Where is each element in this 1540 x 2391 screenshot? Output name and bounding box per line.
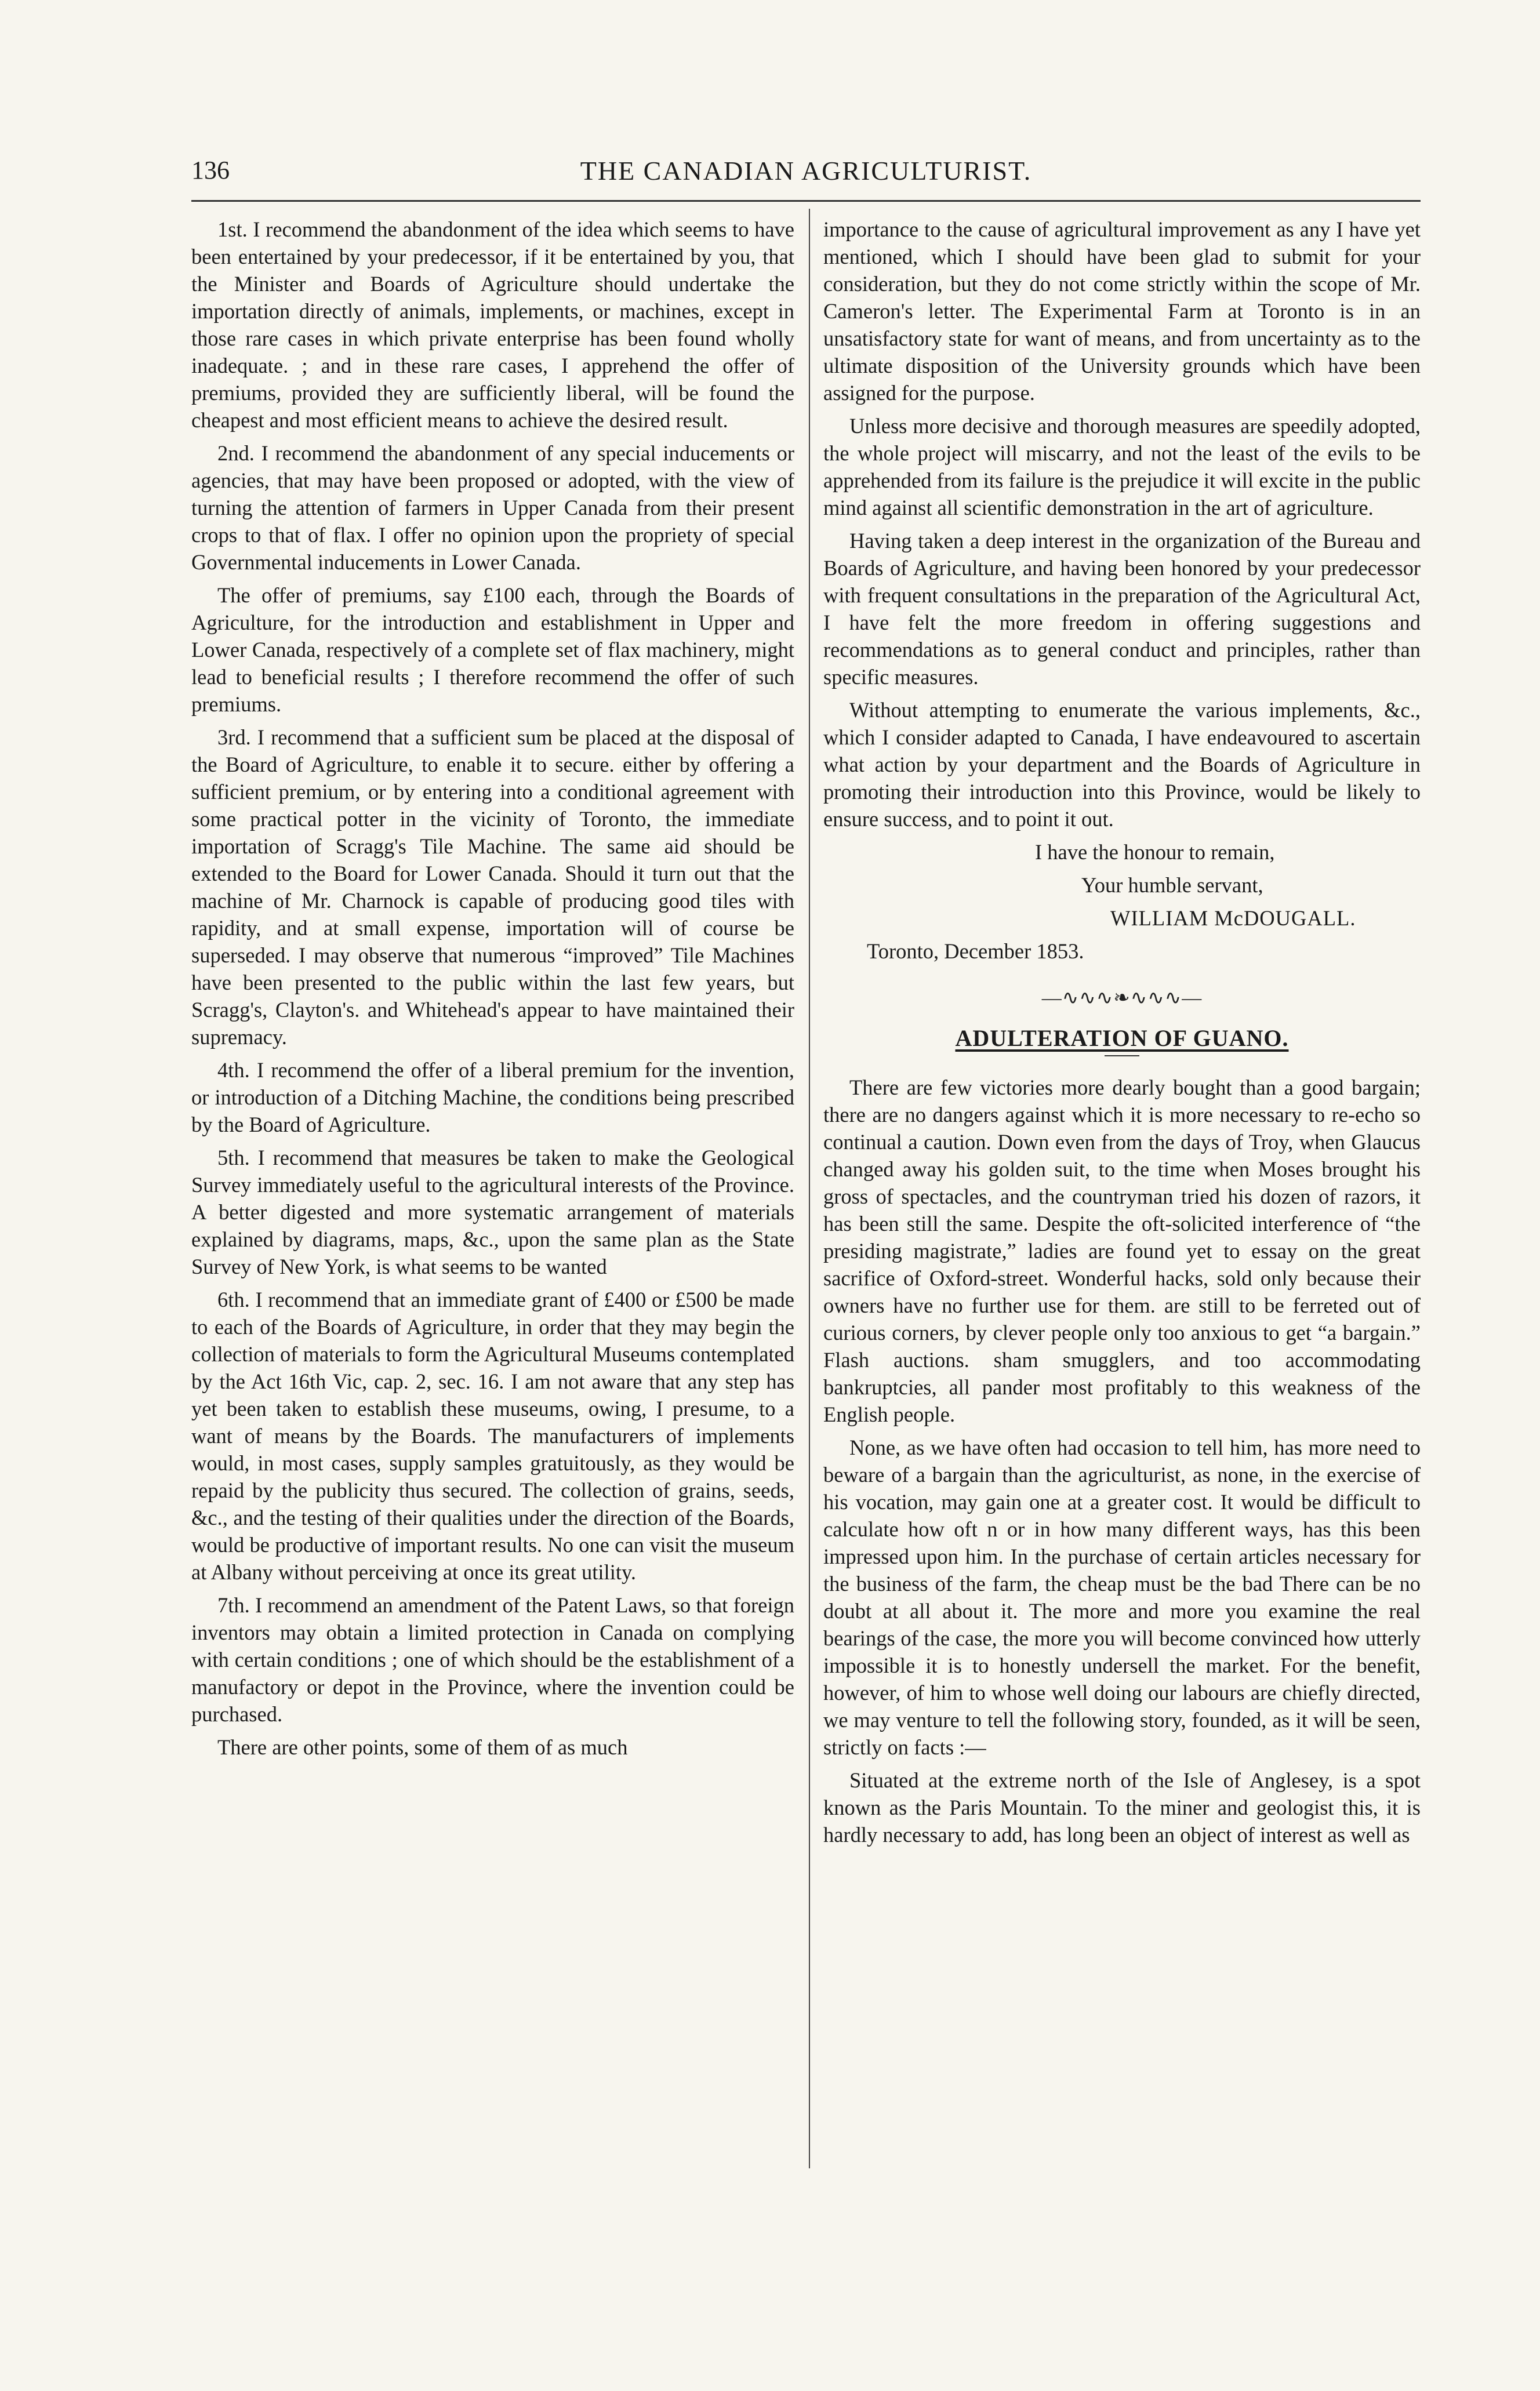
paragraph: There are few victories more dearly bought than a good bargain; there are no dangers against which it is more necessary to re-echo so continual a caution. Down even from the days of Troy, when Glaucus changed away his golden suit, to the time when Moses brought his gross of spectacles, and the countryman tried his dozen of razors, it has been still the same. Despite the oft-solicited interference of “the presiding magistrate,” ladies are found yet to essay on the great sacrifice of Oxford-street. Wonderful hacks, sold only because their owners have no further use for them. are still to be ferreted out of curious corners, by clever people only too anxious to get “a bargain.” Flash auctions. sham smugglers, and too accommodating bankruptcies, all pander most profitably to this weakness of the English people. xyxy=(823,1075,1421,1426)
paragraph: The offer of premiums, say £100 each, through the Boards of Agriculture, for the introduction and establishment in Upper and Lower Canada, respectively of a complete set of flax machinery, might lead to beneficial results ; I therefore recommend the offer of such premiums. xyxy=(191,583,794,716)
paragraph: There are other points, some of them of as much xyxy=(217,1735,628,1759)
paragraph: Without attempting to enumerate the various implements, &c., which I consider adapted to Canada, I have endeavoured to ascertain what action by your department and the Boards of Agriculture in promoting their introduction into this Province, would be likely to ensure success, and to point it out. xyxy=(823,698,1421,831)
paragraph: 7th. I recommend an amendment of the Patent Laws, so that foreign inventors may obtain a limited protection in Canada on complying with certain conditions ; one of which should be the establishment of a manufactory or depot in the Province, where the invention could be purchased. xyxy=(191,1593,794,1726)
signature-name: WILLIAM McDOUGALL. xyxy=(1110,906,1356,930)
paragraph: Situated at the extreme north of the Isle of Anglesey, is a spot known as the Paris Mountain. To the miner and geologist this, it is hardly necessary to add, has long been an object of interest as well as xyxy=(823,1768,1421,1847)
title-rule xyxy=(1105,1055,1139,1056)
paragraph: 6th. I recommend that an immediate grant of £400 or £500 be made to each of the Boards of Agriculture, in order that they may begin the collection of materials to form the Agricultural Museums contemplated by the Act 16th Vic, cap. 2, sec. 16. I am not aware that any step has yet been taken to establish these museums, owing, I presume, to a want of means by the Boards. The manufacturers of implements would, in most cases, supply samples gratuitously, as they would be repaid by the publicity thus secured. The collection of grains, seeds, &c., and the testing of their qualities under the direction of the Boards, would be productive of important results. No one can visit the museum at Albany without perceiving at once its great utility. xyxy=(191,1288,794,1584)
paragraph: 1st. I recommend the abandonment of the idea which seems to have been entertained by your predecessor, if it be entertained by you, that the Minister and Boards of Agriculture should undertake the importation directly of animals, implements, or machines, except in those rare cases in which private enterprise has been found wholly inadequate. ; and in these rare cases, I apprehend the offer of premiums, provided they are sufficiently liberal, will be found the cheapest and most efficient means to achieve the desired result. xyxy=(191,217,794,432)
paragraph: 2nd. I recommend the abandonment of any special inducements or agencies, that may have been proposed or adopted, with the view of turning the attention of farmers in Upper Canada from their present crops to that of flax. I offer no opinion upon the propriety of special Governmental inducements in Lower Canada. xyxy=(191,441,794,574)
paragraph: importance to the cause of agricultural improvement as any I have yet mentioned, which I should have been glad to submit for your consideration, but they do not come strictly within the scope of Mr. Cameron's letter. The Experimental Farm at Toronto is in an unsatisfactory state for want of means, and from uncertainty as to the ultimate disposition of the University grounds which have been assigned for the purpose. xyxy=(823,217,1421,405)
running-head: THE CANADIAN AGRICULTURIST. xyxy=(580,156,1032,186)
paragraph: Having taken a deep interest in the organization of the Bureau and Boards of Agriculture, and having been honored by your predecessor with frequent consultations in the preparation of the Agricultural Act, I have felt the more freedom in offering suggestions and recommendations as to general conduct and principles, rather than specific measures. xyxy=(823,529,1421,689)
ornament-divider: —∿∿∿❧∿∿∿— xyxy=(1041,987,1203,1009)
page-number: 136 xyxy=(191,156,230,184)
paragraph: Unless more decisive and thorough measures are speedily adopted, the whole project will miscarry, and not the least of the evils to be apprehended from its failure is the prejudice it will excite in the public mind against all scientific demonstration in the art of agriculture. xyxy=(823,414,1421,519)
header-rule xyxy=(191,200,1421,202)
column-divider xyxy=(809,209,810,2168)
right-column xyxy=(823,216,1421,1854)
paragraph: 3rd. I recommend that a sufficient sum be placed at the disposal of the Board of Agriculture, to enable it to secure. either by offering a sufficient premium, or by entering into a conditional agreement with some practical potter in the vicinity of Toronto, the immediate importation of Scragg's Tile Machine. The same aid should be extended to the Board for Lower Canada. Should it turn out that the machine of Mr. Charnock is capable of producing good tiles with rapidity, and at small expense, importation will of course be superseded. I may observe that numerous “improved” Tile Machines have been presented to the public within the last few years, but Scragg's, Clayton's. and Whitehead's appear to have maintained their supremacy. xyxy=(191,725,794,1049)
signature-closing: I have the honour to remain, xyxy=(1035,840,1275,864)
page-header xyxy=(191,151,1421,197)
paragraph: None, as we have often had occasion to tell him, has more need to beware of a bargain than the agriculturist, as none, in the exercise of his vocation, may gain one at a greater cost. It would be difficult to calculate how oft n or in how many different ways, has this been impressed upon him. In the purchase of certain articles necessary for the business of the farm, the cheap must be the bad There can be no doubt at all about it. The more and more you examine the real bearings of the case, the more you will become convinced how utterly impossible it is to honestly undersell the market. For the benefit, however, of him to whose well doing our labours are chiefly directed, we may venture to tell the following story, founded, as it will be seen, strictly on facts :— xyxy=(823,1436,1421,1759)
paragraph: 5th. I recommend that measures be taken to make the Geological Survey immediately useful to the agricultural interests of the Province. A better digested and more systematic arrangement of materials explained by diagrams, maps, &c., upon the same plan as the State Survey of New York, is what seems to be wanted xyxy=(191,1146,794,1278)
paragraph: 4th. I recommend the offer of a liberal premium for the invention, or introduction of a Ditching Machine, the conditions being prescribed by the Board of Agriculture. xyxy=(191,1058,794,1136)
signature-valediction: Your humble servant, xyxy=(1081,873,1263,897)
left-column xyxy=(191,216,794,1767)
article-title: ADULTERATION OF GUANO. xyxy=(955,1025,1289,1051)
signature-place-date: Toronto, December 1853. xyxy=(867,939,1084,963)
